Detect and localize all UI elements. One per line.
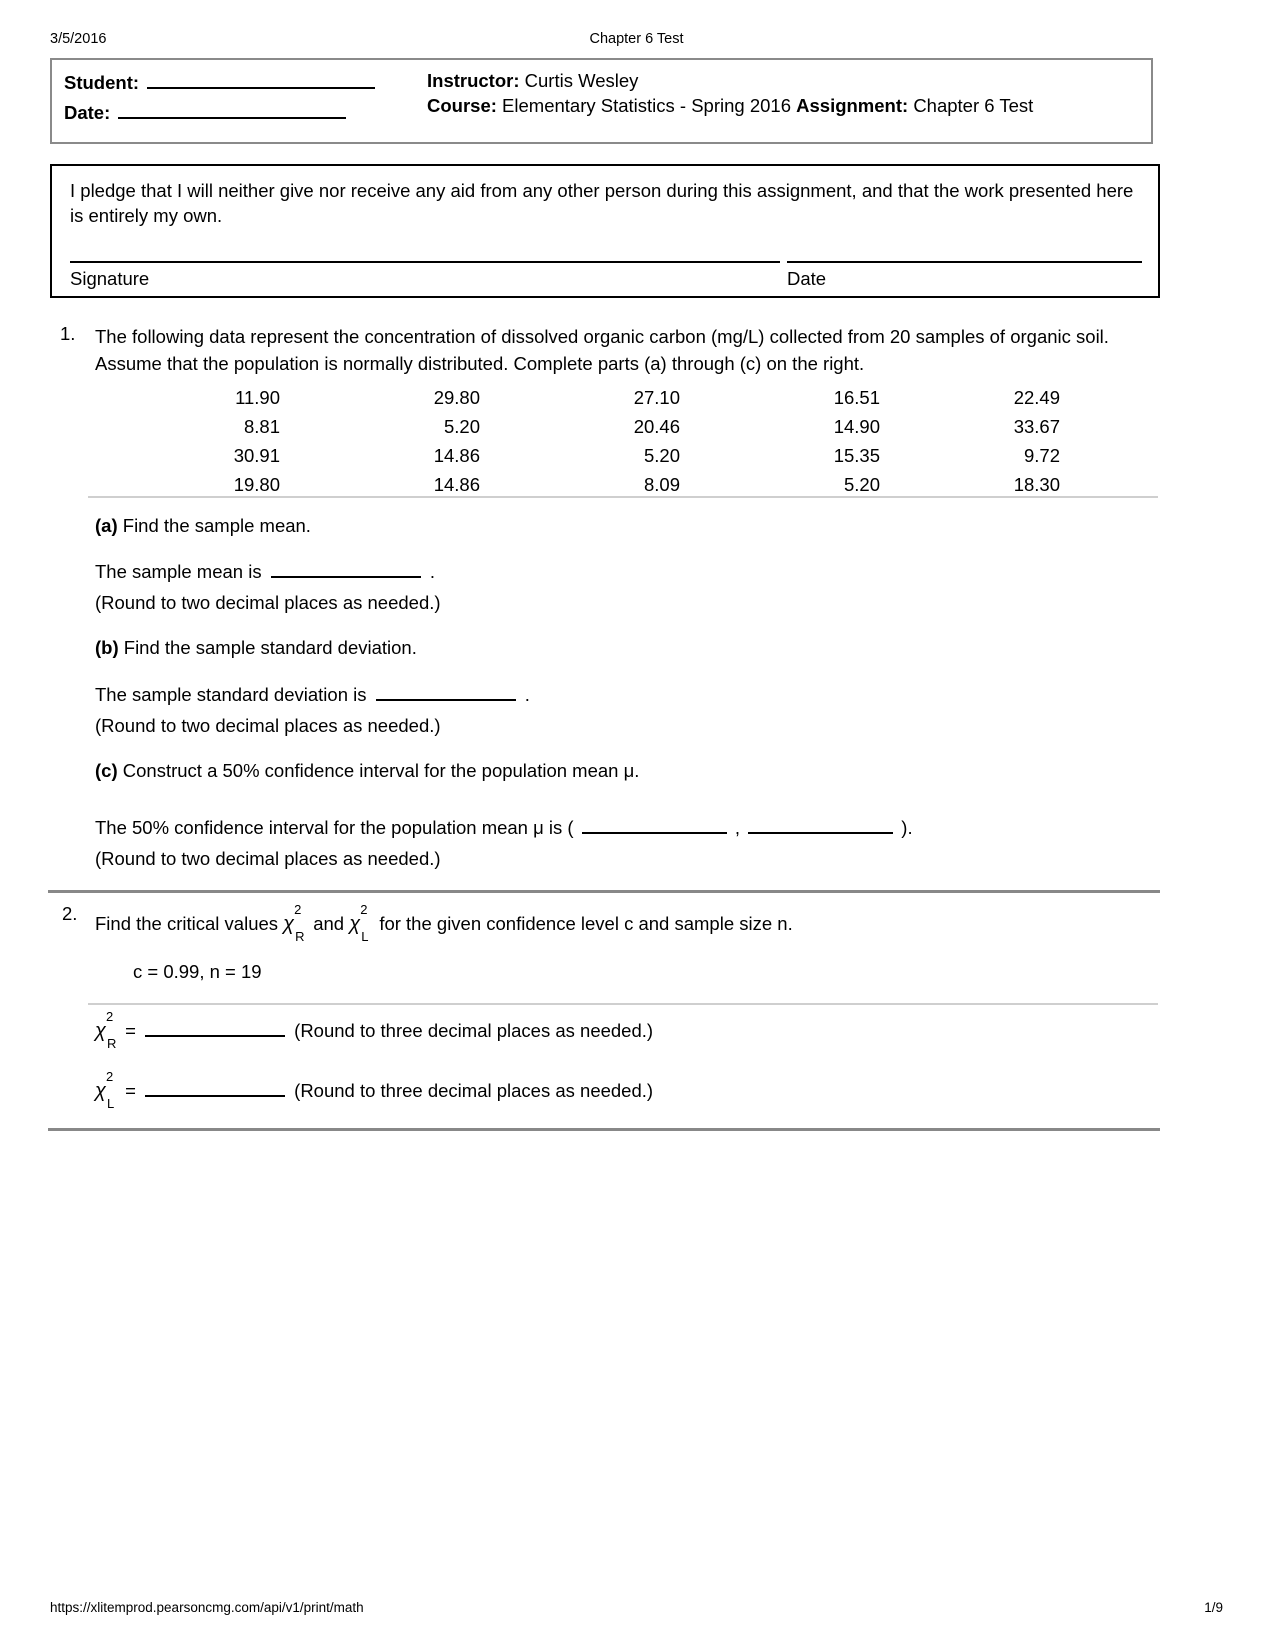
student-name-blank[interactable] — [147, 72, 375, 89]
student-label: Student: — [64, 72, 140, 93]
divider-after-data — [88, 496, 1158, 498]
footer-url: https://xlitemprod.pearsoncmg.com/api/v1/print/math — [50, 1600, 364, 1615]
data-cell: 18.30 — [1013, 473, 1060, 495]
data-cell: 8.09 — [643, 473, 680, 495]
question-2-answer-left — [95, 1069, 995, 1111]
pledge-box — [50, 164, 1160, 298]
print-title: Chapter 6 Test — [589, 31, 684, 47]
instructor-line — [427, 68, 1143, 93]
part-c-text: Construct a 50% confidence interval for the population mean μ. — [122, 760, 640, 781]
chi-glyph: χ — [95, 1020, 106, 1042]
course-assignment-line — [427, 93, 1143, 118]
assignment-name: Chapter 6 Test — [913, 95, 1034, 116]
data-cell: 14.86 — [433, 473, 480, 495]
part-c-upper-bound-blank[interactable] — [748, 818, 893, 834]
chi-superscript: 2 — [360, 902, 368, 917]
course-label: Course: — [427, 95, 497, 116]
data-cell: 11.90 — [235, 386, 280, 408]
part-b-answer-prefix: The sample standard deviation is — [95, 684, 367, 705]
chi-squared-right-symbol — [95, 1009, 120, 1051]
part-c-answer-comma: , — [734, 817, 740, 838]
chi-squared-right-symbol — [283, 902, 308, 944]
data-cell: 8.81 — [243, 415, 280, 437]
data-cell: 19.80 — [233, 473, 280, 495]
part-a-answer-prefix: The sample mean is — [95, 561, 262, 582]
question-2-given-values: c = 0.99, n = 19 — [133, 961, 262, 982]
signature-blank[interactable] — [70, 261, 780, 263]
question-2-prompt — [95, 902, 1145, 944]
instructor-name: Curtis Wesley — [524, 70, 639, 91]
date-label: Date: — [64, 102, 111, 123]
divider-before-answers — [88, 1003, 1158, 1005]
part-b-answer-suffix: . — [524, 684, 530, 705]
part-a-text: Find the sample mean. — [122, 515, 311, 536]
chi-left-round-note: (Round to three decimal places as needed.) — [294, 1080, 654, 1101]
print-date: 3/5/2016 — [50, 31, 107, 47]
chi-subscript-l: L — [361, 929, 369, 944]
data-cell: 5.20 — [443, 415, 480, 437]
chi-subscript-r: R — [295, 929, 305, 944]
chi-squared-left-symbol — [95, 1069, 120, 1111]
data-cell: 5.20 — [643, 444, 680, 466]
divider-end-of-questions — [48, 1128, 1160, 1131]
data-cell: 22.49 — [1013, 386, 1060, 408]
print-header — [50, 30, 1223, 48]
table-row — [160, 441, 1060, 470]
chi-glyph: χ — [95, 1080, 106, 1102]
equals-sign: = — [125, 1080, 136, 1101]
question-1-prompt: The following data represent the concentration of dissolved organic carbon (mg/L) collected from 20 samples of organic soil. Assume that the population is normally distributed. Complete parts (a) through (c) on the right. — [95, 326, 1109, 374]
chi-subscript-l: L — [107, 1096, 115, 1111]
data-cell: 16.51 — [833, 386, 880, 408]
equals-sign: = — [125, 1020, 136, 1041]
part-c-round-note: (Round to two decimal places as needed.) — [95, 848, 441, 869]
part-a-label: (a) — [95, 515, 118, 536]
part-c-lower-bound-blank[interactable] — [582, 818, 727, 834]
question-2-prompt-part3: for the given confidence level c and sample size n. — [379, 913, 793, 934]
course-name: Elementary Statistics - Spring 2016 — [502, 95, 791, 116]
question-2-prompt-part1: Find the critical values — [95, 913, 279, 934]
data-cell: 5.20 — [843, 473, 880, 495]
question-1-part-a — [95, 512, 995, 539]
part-a-answer-blank[interactable] — [271, 562, 421, 578]
student-row — [64, 72, 404, 102]
part-c-label: (c) — [95, 760, 118, 781]
identity-course-fields — [427, 68, 1143, 118]
part-a-answer-suffix: . — [429, 561, 435, 582]
table-row — [160, 383, 1060, 412]
question-2-number: 2. — [62, 903, 78, 924]
chi-glyph: χ — [283, 913, 295, 935]
question-1-part-c — [95, 757, 1045, 784]
instructor-label: Instructor: — [427, 70, 520, 91]
date-blank[interactable] — [118, 102, 346, 119]
part-b-round-note: (Round to two decimal places as needed.) — [95, 715, 441, 736]
data-cell: 30.91 — [233, 444, 280, 466]
chi-squared-left-answer-blank[interactable] — [145, 1081, 285, 1097]
chi-right-round-note: (Round to three decimal places as needed.) — [294, 1020, 654, 1041]
date-row — [64, 102, 404, 132]
chi-squared-right-answer-blank[interactable] — [145, 1021, 285, 1037]
part-b-text: Find the sample standard deviation. — [123, 637, 417, 658]
question-1-data-table — [160, 383, 1060, 499]
pledge-date-label: Date — [787, 268, 827, 289]
chi-glyph: χ — [349, 913, 361, 935]
chi-superscript: 2 — [106, 1069, 114, 1084]
part-b-label: (b) — [95, 637, 119, 658]
table-row — [160, 412, 1060, 441]
data-cell: 20.46 — [633, 415, 680, 437]
pledge-text: I pledge that I will neither give nor receive any aid from any other person during this assignment, and that the work presented here is entirely my own. — [70, 180, 1134, 226]
question-1-part-b — [95, 634, 995, 661]
part-c-answer-prefix: The 50% confidence interval for the population mean μ is ( — [95, 817, 574, 838]
data-cell: 33.67 — [1013, 415, 1060, 437]
chi-superscript: 2 — [106, 1009, 114, 1024]
part-b-answer-blank[interactable] — [376, 685, 516, 701]
part-a-round-note: (Round to two decimal places as needed.) — [95, 592, 441, 613]
data-cell: 29.80 — [433, 386, 480, 408]
data-cell: 9.72 — [1023, 444, 1060, 466]
data-cell: 15.35 — [833, 444, 880, 466]
chi-subscript-r: R — [107, 1036, 117, 1051]
chi-superscript: 2 — [294, 902, 302, 917]
question-1-part-c-answer — [95, 814, 1095, 841]
page-footer — [50, 1600, 1223, 1618]
question-1-part-b-answer — [95, 681, 995, 708]
question-1-part-a-answer — [95, 558, 995, 585]
chi-squared-left-symbol — [349, 902, 374, 944]
identity-student-fields — [64, 72, 404, 132]
table-row — [160, 470, 1060, 499]
assignment-label: Assignment: — [796, 95, 909, 116]
part-c-answer-suffix: ). — [901, 817, 913, 838]
identity-box — [50, 58, 1153, 144]
question-2-prompt-part2: and — [313, 913, 345, 934]
question-2-answer-right — [95, 1009, 995, 1051]
question-1-number: 1. — [60, 323, 76, 344]
data-cell: 14.86 — [433, 444, 480, 466]
divider-between-questions — [48, 890, 1160, 893]
pledge-date-blank[interactable] — [787, 261, 1142, 263]
signature-label: Signature — [70, 268, 150, 289]
data-cell: 27.10 — [633, 386, 680, 408]
data-cell: 14.90 — [833, 415, 880, 437]
footer-page-number: 1/9 — [1204, 1600, 1223, 1615]
